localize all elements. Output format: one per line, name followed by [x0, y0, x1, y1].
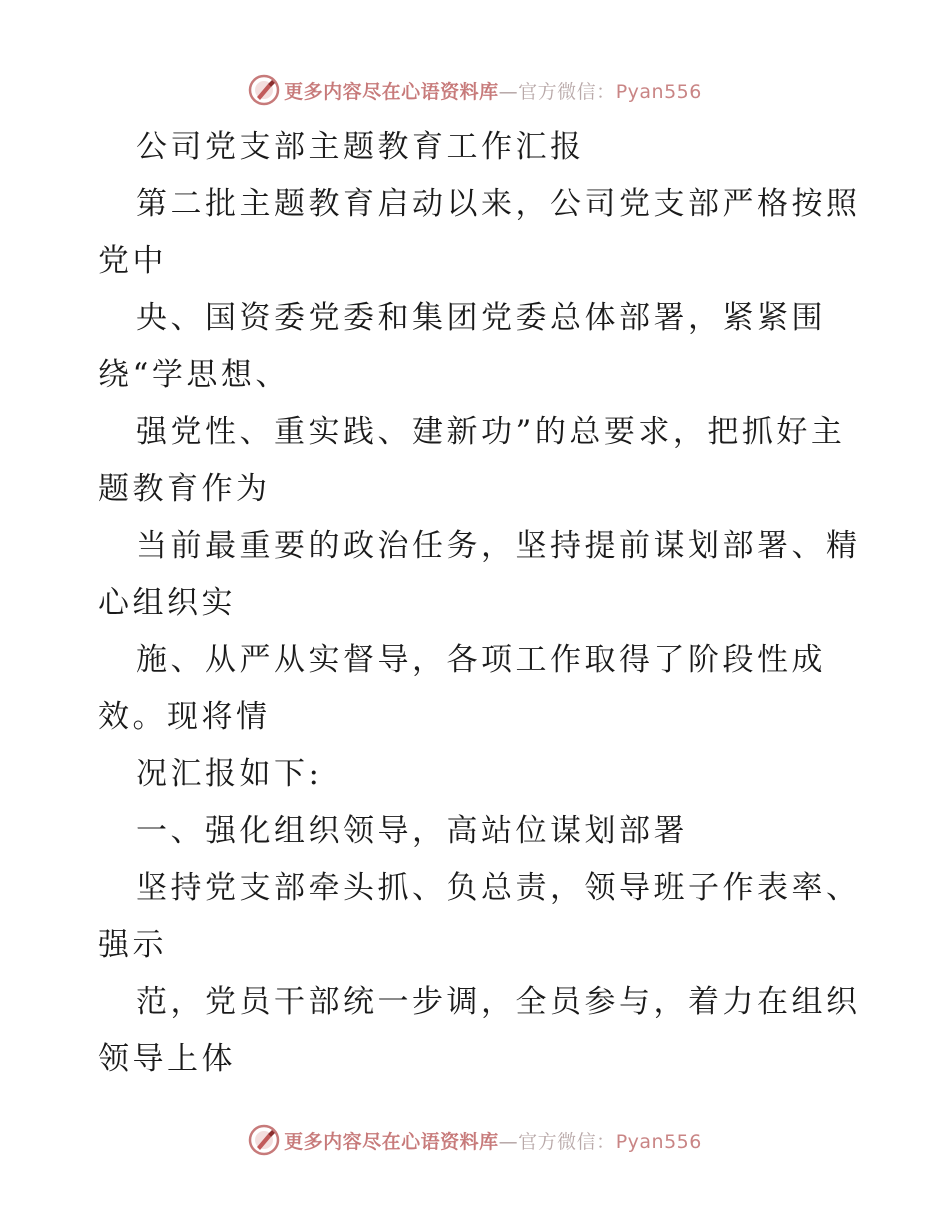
- watermark-handle: Pyan556: [615, 1130, 702, 1153]
- text-line: 绕“学思想、: [98, 357, 290, 393]
- text-line: 强示: [98, 927, 167, 963]
- text-line: 领导上体: [98, 1041, 236, 1077]
- text-line: 心组织实: [98, 585, 236, 621]
- text-line: 坚持党支部牵头抓、负总责，领导班子作表率、: [136, 870, 861, 906]
- text-line: 第二批主题教育启动以来，公司党支部严格按照: [136, 186, 861, 222]
- watermark-text: [284, 77, 702, 104]
- text-line: 当前最重要的政治任务，坚持提前谋划部署、精: [136, 528, 861, 564]
- watermark-dash: —: [498, 1130, 519, 1153]
- text-line: 一、强化组织领导，高站位谋划部署: [136, 813, 688, 849]
- document-body: [98, 119, 898, 1088]
- watermark-main-text: 更多内容尽在心语资料库: [284, 1130, 499, 1153]
- text-line: 强党性、重实践、建新功”的总要求，把抓好主: [136, 414, 846, 450]
- footer-watermark-banner: [0, 1120, 950, 1160]
- text-line: 范，党员干部统一步调，全员参与，着力在组织: [136, 984, 861, 1020]
- watermark-wechat-label: 官方微信：: [518, 80, 616, 103]
- watermark-group: [248, 74, 702, 106]
- watermark-dash: —: [498, 80, 519, 103]
- pen-logo-icon: [248, 74, 280, 106]
- text-line: 党中: [98, 243, 167, 279]
- header-watermark-banner: [0, 70, 950, 110]
- document-title: 公司党支部主题教育工作汇报: [136, 129, 585, 165]
- watermark-group: [248, 1124, 702, 1156]
- pen-logo-icon: [248, 1124, 280, 1156]
- watermark-text: [284, 1127, 702, 1154]
- text-line: 况汇报如下:: [136, 756, 323, 792]
- text-line: 效。现将情: [98, 699, 271, 735]
- watermark-wechat-label: 官方微信：: [518, 1130, 616, 1153]
- text-line: 央、国资委党委和集团党委总体部署，紧紧围: [136, 300, 826, 336]
- watermark-main-text: 更多内容尽在心语资料库: [284, 80, 499, 103]
- text-line: 施、从严从实督导，各项工作取得了阶段性成: [136, 642, 826, 678]
- text-line: 题教育作为: [98, 471, 271, 507]
- watermark-handle: Pyan556: [615, 80, 702, 103]
